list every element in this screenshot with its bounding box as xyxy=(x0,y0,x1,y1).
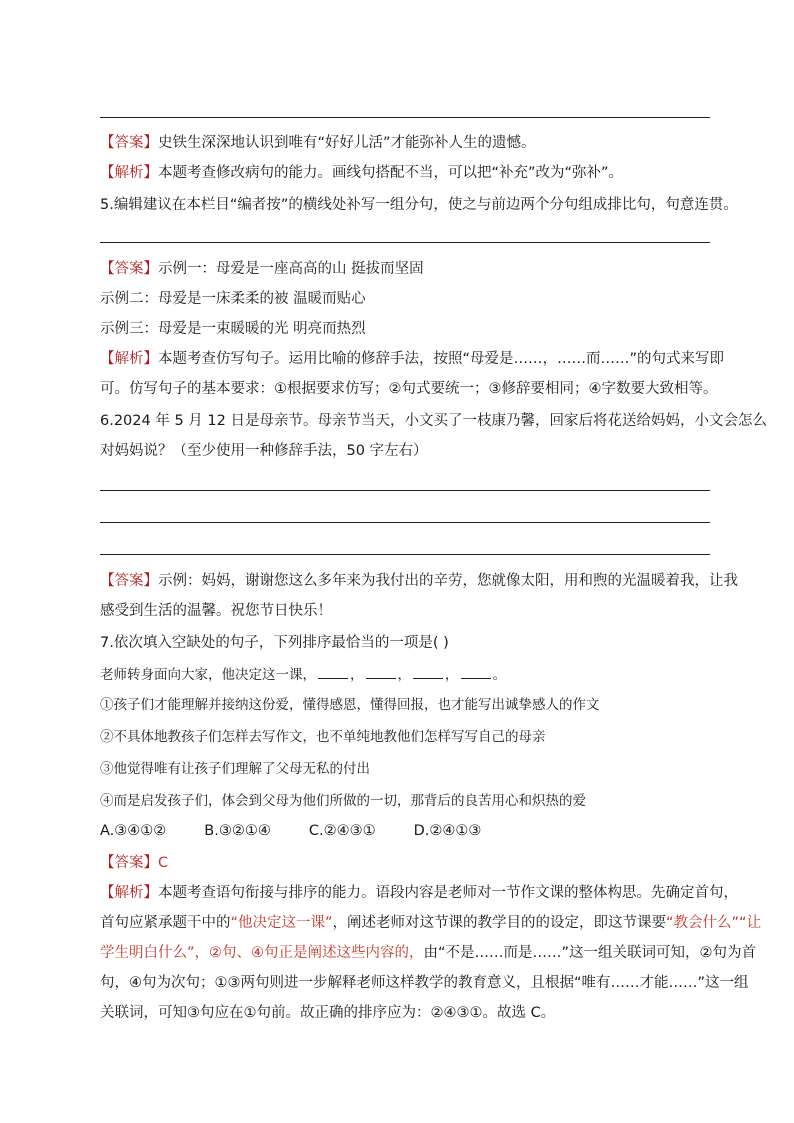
analysis-tag: 【解析】 xyxy=(100,165,158,181)
option-b: B.③②①④ xyxy=(204,823,271,839)
answer-tag: 【答案】 xyxy=(100,573,158,589)
q5-example-2: 示例二：母爱是一床柔柔的被 温暖而贴心 xyxy=(100,291,366,307)
blank xyxy=(413,666,443,679)
q5-question: 5.编辑建议在本栏目“编者按”的横线处补写一组分句，使之与前边两个分句组成排比句，句意连贯。 xyxy=(100,197,738,213)
q6-question-cont: 对妈妈说？（至少使用一种修辞手法，50 字左右） xyxy=(100,443,428,459)
q7-analysis-2: 首句应紧承题干中的“他决定这一课”，阐述老师对这节课的教学目的的设定，即这节课要“教会什么”“让 xyxy=(100,915,762,931)
q7-analysis-5: 关联词，可知③句应在①句前。故正确的排序应为：②④③①。故选 C。 xyxy=(100,1005,556,1021)
blank xyxy=(366,666,396,679)
q7-options xyxy=(100,820,715,842)
q5-analysis: 【解析】本题考查仿写句子。运用比喻的修辞手法，按照“母爱是……，……而……”的句式来写即 xyxy=(100,351,725,367)
q7-sentence-2: ②不具体地教孩子们怎样去写作文，也不单纯地教他们怎样写写自己的母亲 xyxy=(100,729,546,745)
q4-answer: 【答案】史铁生深深地认识到唯有“好好儿活”才能弥补人生的遗憾。 xyxy=(100,135,536,151)
q7-stem: 老师转身面向大家，他决定这一课， ， ， ， 。 xyxy=(100,667,506,683)
analysis-tag: 【解析】 xyxy=(100,885,158,901)
analysis-tag: 【解析】 xyxy=(100,351,158,367)
answer-tag: 【答案】 xyxy=(100,135,158,151)
q4-analysis: 【解析】本题考查修改病句的能力。画线句搭配不当，可以把“补充”改为“弥补”。 xyxy=(100,165,624,181)
blank xyxy=(461,666,491,679)
option-d: D.②④①③ xyxy=(413,823,482,839)
answer-line xyxy=(100,490,710,491)
q7-analysis: 【解析】本题考查语句衔接与排序的能力。语段内容是老师对一节作文课的整体构思。先确定首句， xyxy=(100,885,738,901)
q5-example-3: 示例三：母爱是一束暖暖的光 明亮而热烈 xyxy=(100,321,366,337)
answer-tag: 【答案】 xyxy=(100,855,158,871)
q7-answer: 【答案】C xyxy=(100,855,169,871)
answer-line xyxy=(100,242,710,243)
q6-answer-cont: 感受到生活的温馨。祝您节日快乐！ xyxy=(100,603,332,619)
q7-question: 7.依次填入空缺处的句子，下列排序最恰当的一项是( ) xyxy=(100,635,449,651)
blank xyxy=(318,666,348,679)
q7-analysis-3: 学生明白什么”，②句、④句正是阐述这些内容的，由“不是……而是……”这一组关联词可知，②句为首 xyxy=(100,945,757,961)
q6-answer: 【答案】示例：妈妈，谢谢您这么多年来为我付出的辛劳，您就像太阳，用和煦的光温暖着我，让我 xyxy=(100,573,738,589)
answer-line xyxy=(100,522,710,523)
answer-tag: 【答案】 xyxy=(100,261,158,277)
answer-line xyxy=(100,554,710,555)
q7-sentence-1: ①孩子们才能理解并接纳这份爱，懂得感恩，懂得回报，也才能写出诚挚感人的作文 xyxy=(100,697,600,713)
q7-analysis-4: 句，④句为次句；①③两句则进一步解释老师这样教学的教育意义，且根据“唯有……才能……”这一组 xyxy=(100,975,749,991)
q5-analysis-cont: 可。仿写句子的基本要求：①根据要求仿写；②句式要统一；③修辞要相同；④字数要大致相等。 xyxy=(100,381,718,397)
answer-line xyxy=(100,117,710,118)
q7-sentence-3: ③他觉得唯有让孩子们理解了父母无私的付出 xyxy=(100,761,370,777)
q6-question: 6.2024 年 5 月 12 日是母亲节。母亲节当天，小文买了一枝康乃馨，回家后将花送给妈妈，小文会怎么 xyxy=(100,413,767,429)
option-c: C.②④③① xyxy=(308,823,376,839)
q5-answer: 【答案】示例一：母爱是一座高高的山 挺拔而坚固 xyxy=(100,261,424,277)
option-a: A.③④①② xyxy=(100,823,167,839)
q7-sentence-4: ④而是启发孩子们，体会到父母为他们所做的一切，那背后的良苦用心和炽热的爱 xyxy=(100,793,586,809)
